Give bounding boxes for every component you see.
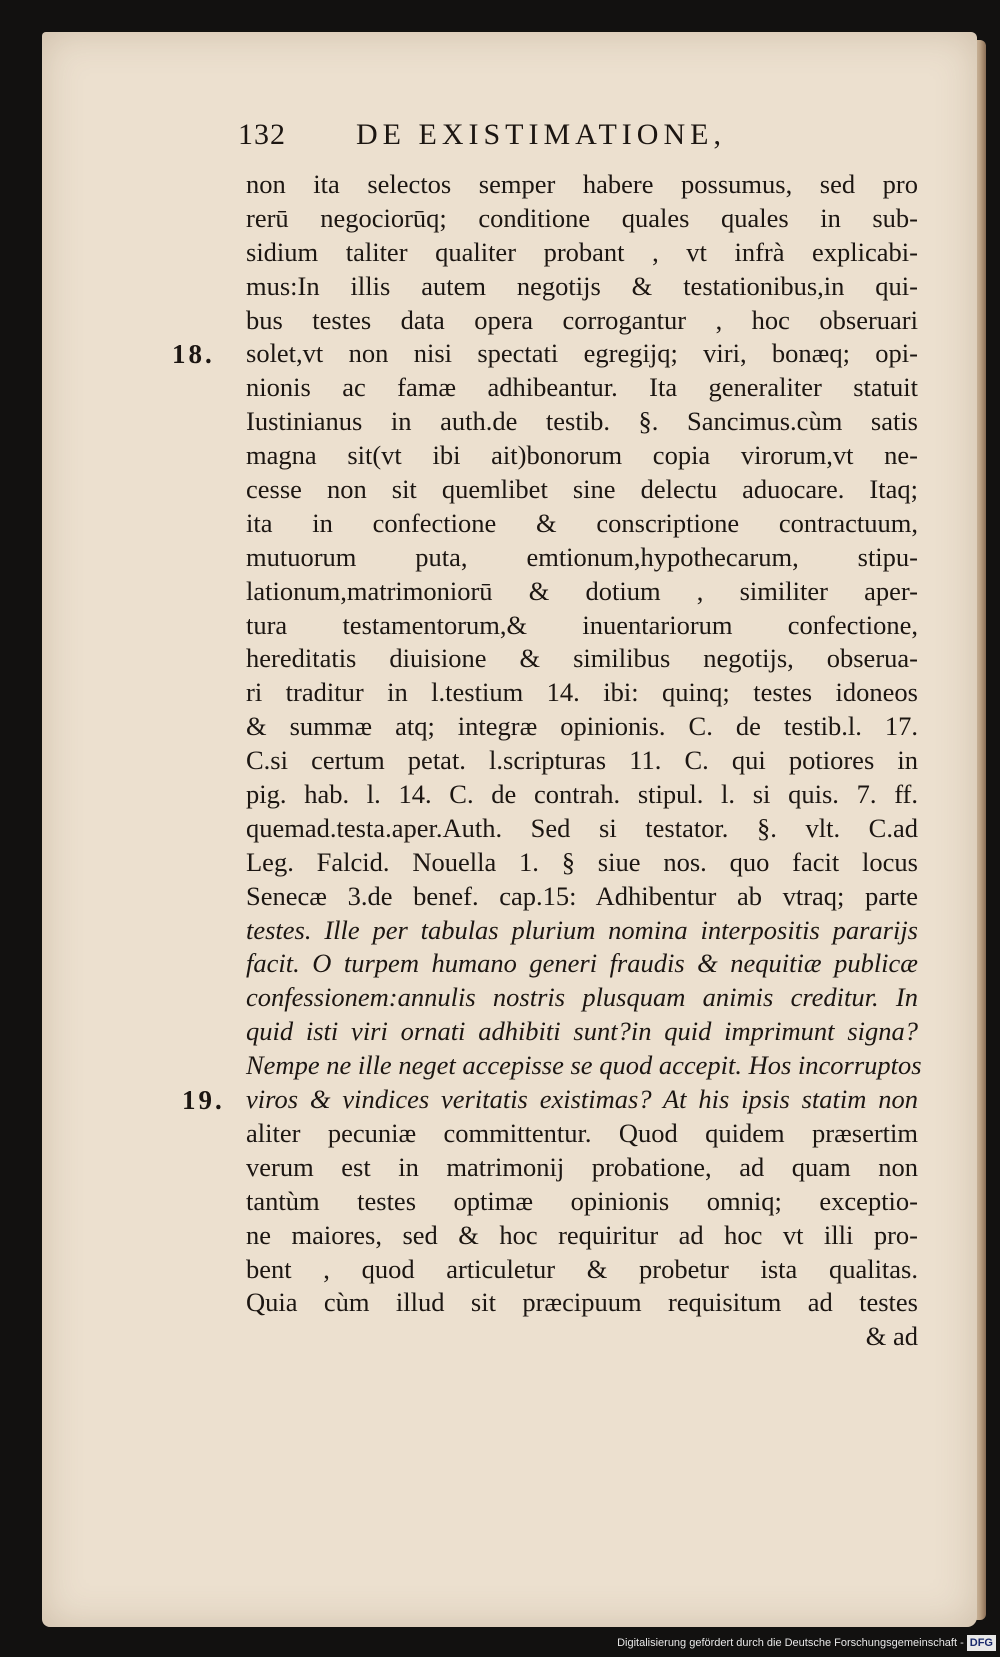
dfg-logo: DFG xyxy=(967,1635,996,1651)
text-line: bus testes data opera corrogantur , hoc obseruari xyxy=(246,304,918,335)
text-line: tura testamentorum,& inuentariorum confectione, xyxy=(246,609,918,640)
margin-note-19: 19. xyxy=(182,1085,225,1115)
quote-line: quid isti viri ornati adhibiti sunt?in quid imprimunt signa? xyxy=(246,1016,918,1047)
quote-line: Nempe ne ille neget accepisse se quod accepit. Hos incorruptos xyxy=(246,1050,922,1081)
text-line: ri traditur in l.testium 14. ibi: quinq; testes idoneos xyxy=(246,677,918,708)
digitization-credit xyxy=(617,1631,996,1655)
quote-line: testes. Ille per tabulas plurium nomina interpositis pararijs xyxy=(246,914,918,945)
text-line: Senecæ 3.de benef. cap.15: Adhibentur ab vtraq; parte xyxy=(246,880,918,911)
quote-line: viros & vindices veritatis existimas? At his ipsis statim non xyxy=(246,1084,918,1115)
text-line: pig. hab. l. 14. C. de contrah. stipul. l. si quis. 7. ff. xyxy=(246,779,918,810)
text-line: nionis ac famæ adhibeantur. Ita generaliter statuit xyxy=(246,372,918,403)
text-line: Iustinianus in auth.de testib. §. Sancimus.cùm satis xyxy=(246,406,918,437)
text-line: rerū negociorūq; conditione quales quales in sub- xyxy=(246,202,918,233)
text-line: Quia cùm illud sit præcipuum requisitum ad testes xyxy=(246,1287,918,1318)
text-line: ita in confectione & conscriptione contractuum, xyxy=(246,507,918,538)
text-line: tantùm testes optimæ opinionis omniq; exceptio- xyxy=(246,1185,918,1216)
text-line: Leg. Falcid. Nouella 1. § siue nos. quo facit locus xyxy=(246,846,918,877)
text-line: mus:In illis autem negotijs & testationibus,in qui- xyxy=(246,270,918,301)
text-line: cesse non sit quemlibet sine delectu aduocare. Itaq; xyxy=(246,474,918,505)
text-line: sidium taliter qualiter probant , vt infrà explicabi- xyxy=(246,236,918,267)
text-line: C.si certum petat. l.scripturas 11. C. qui potiores in xyxy=(246,745,918,776)
text-line: hereditatis diuisione & similibus negotijs, obserua- xyxy=(246,643,918,674)
text-line: solet,vt non nisi spectati egregijq; viri, bonæq; opi- xyxy=(246,338,918,369)
text-line: non ita selectos semper habere possumus, sed pro xyxy=(246,169,918,199)
margin-note-18: 18. xyxy=(172,339,215,369)
text-line: lationum,matrimoniorū & dotium , similiter aper- xyxy=(246,575,918,606)
text-line: & summæ atq; integræ opinionis. C. de testib.l. 17. xyxy=(246,711,918,742)
text-line: ne maiores, sed & hoc requiritur ad hoc vt illi pro- xyxy=(246,1219,918,1250)
page-number: 132 xyxy=(238,118,286,151)
catchword: & ad xyxy=(865,1321,918,1352)
running-title: DE EXISTIMATIONE, xyxy=(356,118,726,151)
text-line: magna sit(vt ibi ait)bonorum copia virorum,vt ne- xyxy=(246,440,918,471)
text-line: verum est in matrimonij probatione, ad quam non xyxy=(246,1151,918,1182)
running-header xyxy=(238,118,838,158)
quote-line: facit. O turpem humano generi fraudis & nequitiæ publicæ xyxy=(246,948,918,979)
text-line: mutuorum puta, emtionum,hypothecarum, stipu- xyxy=(246,541,918,572)
text-line: bent , quod articuletur & probetur ista qualitas. xyxy=(246,1253,918,1284)
text-line: quemad.testa.aper.Auth. Sed si testator. §. vlt. C.ad xyxy=(246,812,918,843)
text-line: aliter pecuniæ committentur. Quod quidem præsertim xyxy=(246,1117,918,1148)
credit-text: Digitalisierung gefördert durch die Deutsche Forschungsgemeinschaft - xyxy=(617,1637,964,1649)
quote-line: confessionem:annulis nostris plusquam animis creditur. In xyxy=(246,982,918,1013)
body-text xyxy=(246,168,922,1354)
